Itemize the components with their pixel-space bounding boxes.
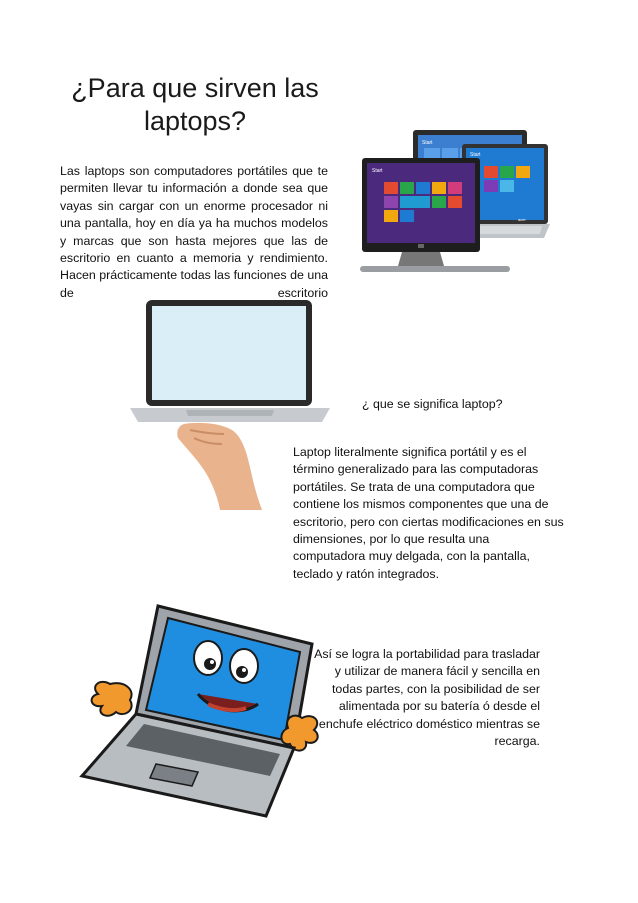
question-heading: ¿ que se significa laptop? (362, 397, 503, 411)
svg-text:Start: Start (470, 152, 481, 158)
svg-text:Start: Start (422, 140, 433, 146)
cartoon-laptop-image (80, 600, 322, 822)
intro-paragraph: Las laptops son computadores portátiles que te permiten llevar tu información a donde sea que vayas sin cargar con un enorme procesador ni una pantalla, hoy en día ya ha muchos modelos y marcas que son hasta mejores que las de escritorio en cuanto a memoria y rendimiento. Hacen prácticamente todas las funciones de una de escritorio (60, 164, 328, 300)
portability-paragraph: Así se logra la portabilidad para trasladar y utilizar de manera fácil y sencilla en todas partes, con la posibilidad de ser alimentada por su batería ó desde el enchufe eléctrico doméstico mientras se recarga. (314, 647, 540, 749)
definition-paragraph: Laptop literalmente significa portátil y es el término generalizado para las computadoras portátiles. Se trata de una computadora que contiene los mismos componentes que una de escritorio, pero con ciertas modificaciones en sus dimensiones, por lo que resulta una computadora muy delgada, con la pantalla, teclado y ratón integrados. (293, 445, 564, 581)
title-line-1: ¿Para que sirven las (71, 73, 319, 103)
page-title (55, 72, 335, 138)
laptops-group-image (358, 126, 550, 278)
svg-text:Start: Start (372, 168, 383, 174)
title-line-2: laptops? (143, 106, 247, 136)
svg-text:acer: acer (518, 217, 526, 222)
